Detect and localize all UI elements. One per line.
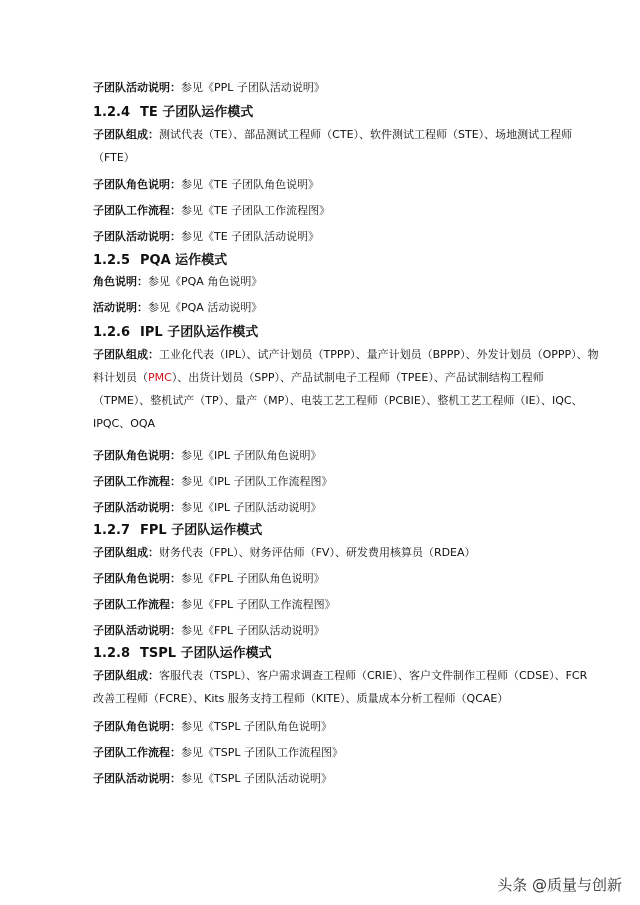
label: 子团队工作流程： [93,598,181,611]
text: 客服代表（TSPL）、客户需求调查工程师（CRIE）、客户文件制作工程师（CDSE）、FCR 改善工程师（FCRE）、Kits 服务支持工程师（KITE）、质量成本分析工程师（QCAE） [93,669,588,705]
label: 子团队活动说明： [93,772,181,785]
text: 财务代表（FPL）、财务评估师（FV）、研发费用核算员（RDEA） [159,546,476,559]
text: 参见《IPL 子团队角色说明》 [181,449,322,462]
tspl-activity-line [93,771,600,787]
label: 子团队角色说明： [93,720,181,733]
heading-number: 1.2.5 [93,253,131,268]
label: 子团队组成： [93,348,159,361]
fpl-role-line [93,571,600,587]
heading-1-2-6 [93,324,258,342]
te-activity-line [93,229,600,245]
text: 参见《TSPL 子团队活动说明》 [181,772,332,785]
heading-title: PQA 运作模式 [140,253,228,268]
text: 参见《TE 子团队工作流程图》 [181,204,331,217]
label: 子团队活动说明： [93,501,181,514]
label: 子团队角色说明： [93,572,181,585]
label: 子团队活动说明： [93,230,181,243]
label: 子团队组成： [93,669,159,682]
tspl-role-line [93,719,600,735]
heading-1-2-7 [93,522,262,540]
heading-title: TE 子团队运作模式 [140,105,254,120]
label: 活动说明： [93,301,148,314]
text: 测试代表（TE）、部品测试工程师（CTE）、软件测试工程师（STE）、场地测试工程师（FTE） [93,128,573,164]
text: 参见《FPL 子团队活动说明》 [181,624,325,637]
text: 参见《TE 子团队角色说明》 [181,178,320,191]
label: 子团队角色说明： [93,449,181,462]
text: 参见《TE 子团队活动说明》 [181,230,320,243]
fpl-flow-line [93,597,600,613]
text: 参见《IPL 子团队活动说明》 [181,501,322,514]
heading-number: 1.2.7 [93,523,131,538]
pmc-highlight: PMC [148,371,172,384]
tspl-flow-line [93,745,600,761]
heading-number: 1.2.6 [93,325,131,340]
label: 子团队工作流程： [93,204,181,217]
label: 子团队组成： [93,128,159,141]
text-part-a: 工业化代表（IPL）、试产计划员（TPPP）、量产计划员（BPPP）、外发计划员（OPPP）、物料计划员（ [93,348,599,384]
tspl-composition [93,664,600,710]
fpl-composition [93,545,600,561]
text-part-b: ）、出货计划员（SPP）、产品试制电子工程师（TPEE）、产品试制结构工程师（TPME）、整机试产（TP）、量产（MP）、电装工艺工程师（PCBIE）、整机工艺工程师（IE）、IQC、IPQC、OQA [93,371,583,430]
text: 参见《TSPL 子团队角色说明》 [181,720,332,733]
label: 角色说明： [93,275,148,288]
te-flow-line [93,203,600,219]
label: 子团队工作流程： [93,746,181,759]
text: 参见《PQA 活动说明》 [148,301,263,314]
text: 参见《FPL 子团队角色说明》 [181,572,325,585]
te-role-line [93,177,600,193]
heading-title: IPL 子团队运作模式 [140,325,259,340]
ppl-activity-line [93,80,600,96]
label: 子团队组成： [93,546,159,559]
te-composition [93,123,600,169]
heading-number: 1.2.8 [93,646,131,661]
pqa-activity-line [93,300,600,316]
text: 参见《IPL 子团队工作流程图》 [181,475,333,488]
ipl-composition [93,343,600,435]
text: 参见《PPL 子团队活动说明》 [181,81,325,94]
fpl-activity-line [93,623,600,639]
text: 参见《FPL 子团队工作流程图》 [181,598,336,611]
ipl-role-line [93,448,600,464]
heading-title: TSPL 子团队运作模式 [140,646,272,661]
heading-number: 1.2.4 [93,105,131,120]
pqa-role-line [93,274,600,290]
heading-1-2-8 [93,645,272,663]
watermark: 头条 @质量与创新 [497,876,622,894]
label: 子团队活动说明： [93,624,181,637]
label: 子团队活动说明： [93,81,181,94]
label: 子团队角色说明： [93,178,181,191]
ipl-activity-line [93,500,600,516]
heading-title: FPL 子团队运作模式 [140,523,263,538]
heading-1-2-4 [93,104,253,122]
label: 子团队工作流程： [93,475,181,488]
heading-1-2-5 [93,252,227,270]
text: 参见《TSPL 子团队工作流程图》 [181,746,343,759]
text: 参见《PQA 角色说明》 [148,275,263,288]
ipl-flow-line [93,474,600,490]
